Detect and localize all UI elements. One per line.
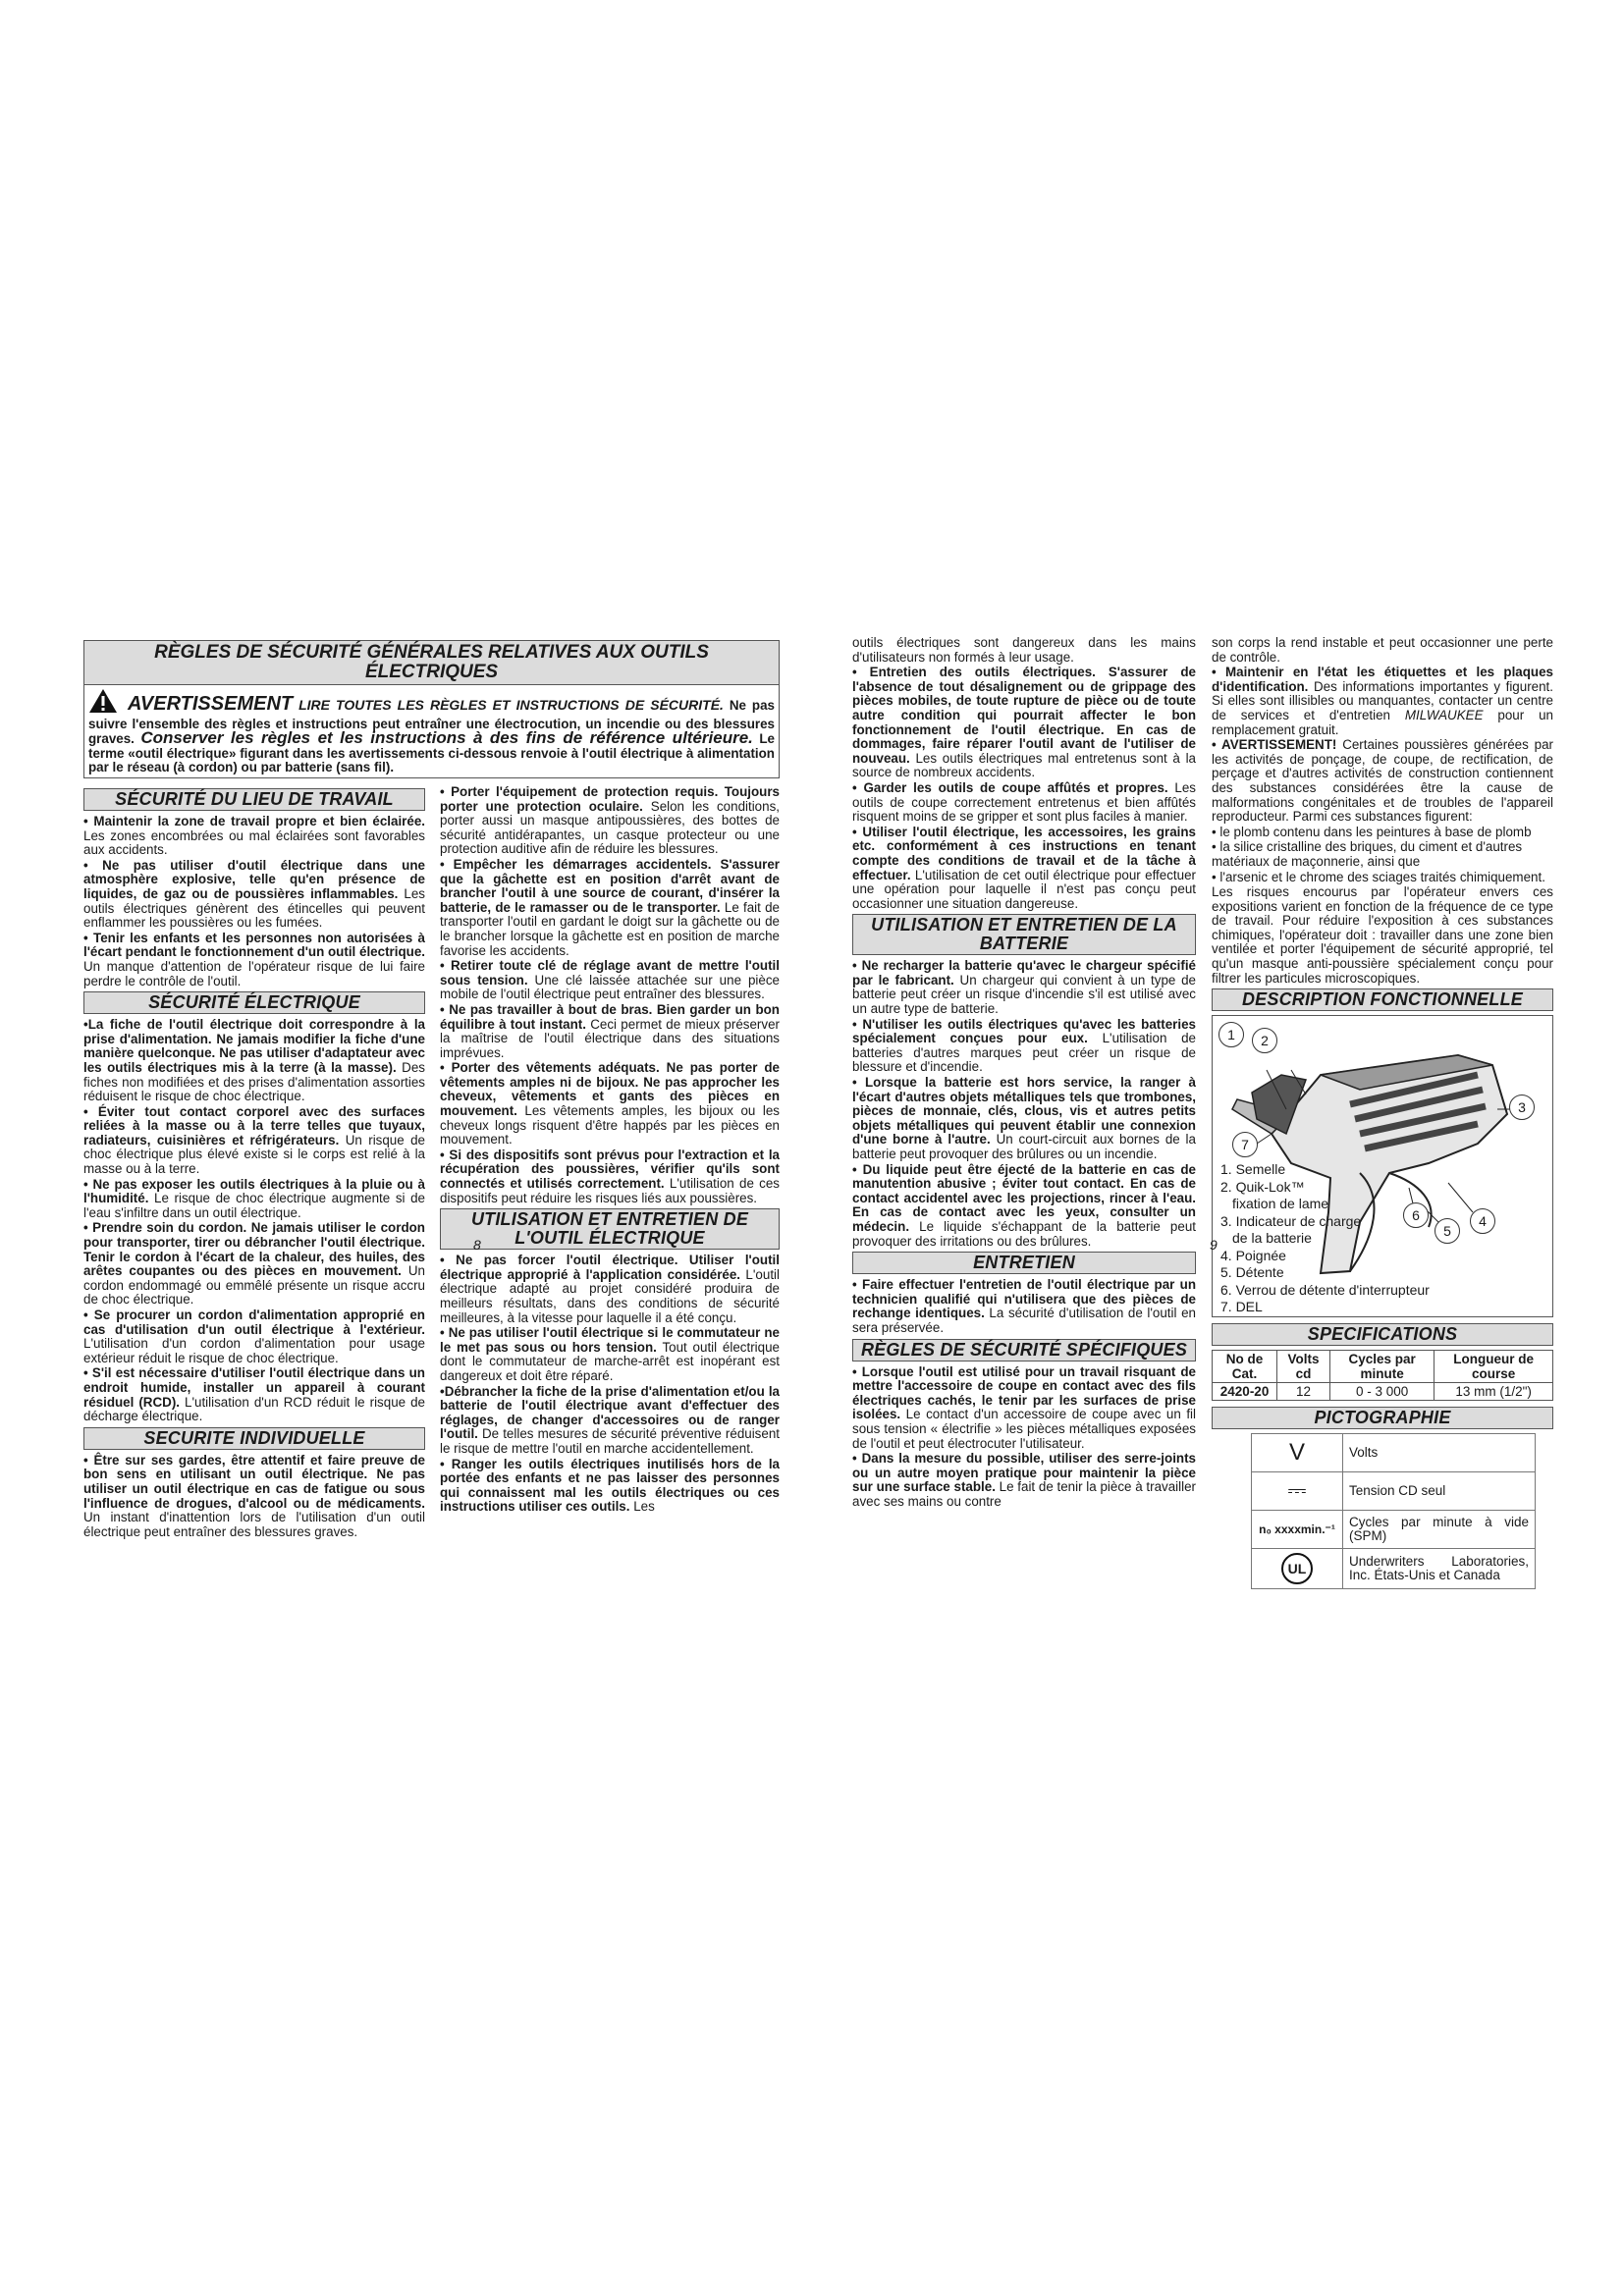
paragraph: • S'il est nécessaire d'utiliser l'outil électrique dans un endroit humide, installer un appareil à courant résiduel (RCD). L'utilisation d'un RCD réduit le risque de décharge électrique. — [83, 1365, 425, 1424]
table-cell: 0 - 3 000 — [1330, 1383, 1435, 1401]
warning-text-3: Le terme «outil électrique» figurant dans les avertissements ci-dessous renvoie à l'outil électrique à alimentation par le réseau (à cordon) ou par batterie (sans fil). — [88, 731, 775, 775]
section-title: SÉCURITÉ DU LIEU DE TRAVAIL — [83, 788, 425, 811]
paragraph: • Lorsque la batterie est hors service, la ranger à l'écart d'autres objets métalliques tels que trombones, pièces de monnaie, clés, clous, vis et autres petits objets métalliques qui peuvent établir une connexion d'une borne à l'autre. Un court-circuit aux bornes de la batterie peut provoquer des brûlures ou un incendie. — [852, 1075, 1196, 1161]
callout-5: 5 — [1435, 1218, 1460, 1244]
paragraph: • Du liquide peut être éjecté de la batterie en cas de manutention abusive ; éviter tout contact. En cas de contact accidentel avec les projections, rincer à l'eau. En cas de contact avec les yeux, consulter un médecin. Le liquide s'échappant de la batterie peut provoquer des irritations ou des brûlures. — [852, 1161, 1196, 1249]
legend-item: 3. Indicateur de charge — [1220, 1212, 1362, 1229]
warning-text-1: Ne pas suivre l'ensemble des règles et instructions peut entraîner une électrocution, un incendie ou des blessures graves. — [88, 698, 775, 747]
callout-3: 3 — [1509, 1095, 1535, 1120]
paragraph: • N'utiliser les outils électriques qu'avec les batteries spécialement conçues pour eux. L'utilisation de batteries d'autres marques peut créer un risque de blessure et d'incendie. — [852, 1016, 1196, 1075]
table-header-row — [1213, 1351, 1553, 1383]
callout-4: 4 — [1470, 1208, 1495, 1234]
legend-item: 5. Détente — [1220, 1264, 1284, 1281]
paragraph: • Se procurer un cordon d'alimentation approprié en cas d'utilisation d'un outil électrique à l'extérieur. L'utilisation d'un cordon d'alimentation pour usage extérieur réduit le risque de choc électrique. — [83, 1308, 425, 1365]
tool-diagram — [1212, 1015, 1553, 1317]
table-cell: 2420-20 — [1213, 1383, 1277, 1401]
paragraph: • Éviter tout contact corporel avec des surfaces reliées à la masse ou à la terre telles que tuyaux, radiateurs, cuisinières et réfrigérateurs. Un risque de choc électrique plus élevé existe si le corps est relié à la masse ou à la terre. — [83, 1103, 425, 1177]
no-load-speed-symbol: n₀ xxxxmin.⁻¹ — [1252, 1511, 1343, 1549]
section-title: SPECIFICATIONS — [1212, 1323, 1553, 1346]
table-row — [1213, 1383, 1553, 1401]
paragraph: • Si des dispositifs sont prévus pour l'extraction et la récupération des poussières, vérifier qu'ils sont connectés et utilisés correctement. L'utilisation de ces dispositifs peut réduire les risques liés aux poussières. — [440, 1147, 780, 1205]
paragraph: son corps la rend instable et peut occasionner une perte de contrôle. — [1212, 635, 1553, 665]
paragraph: • Entretien des outils électriques. S'assurer de l'absence de tout désalignement ou de grippage des pièces mobiles, de toute rupture de pièce ou de toute autre condition qui pourrait affecter le bon fonctionnement de l'outil électrique. En cas de dommages, faire réparer l'outil avant de l'utiliser de nouveau. Les outils électriques mal entretenus sont à la source de nombreux accidents. — [852, 665, 1196, 780]
table-cell: Underwriters Laboratories, Inc. États-Unis et Canada — [1343, 1549, 1536, 1589]
legend-item: 2. Quik-Lok™ — [1220, 1178, 1305, 1195]
paragraph: • Tenir les enfants et les personnes non autorisées à l'écart pendant le fonctionnement d'un outil électrique. Un manque d'attention de l'opérateur risque de lui faire perdre le contrôle de l'outil. — [83, 930, 425, 988]
callout-2: 2 — [1252, 1028, 1277, 1053]
page-number: 9 — [1210, 1237, 1218, 1253]
paragraph: • Maintenir la zone de travail propre et bien éclairée. Les zones encombrées ou mal éclairées sont favorables aux accidents. — [83, 814, 425, 858]
legend-item: de la batterie — [1232, 1230, 1312, 1247]
section-title: DESCRIPTION FONCTIONNELLE — [1212, 988, 1553, 1011]
paragraph: •Débrancher la fiche de la prise d'alimentation et/ou la batterie de l'outil électrique avant d'effectuer des réglages, de changer d'accessoires ou de ranger l'outil. De telles mesures de sécurité préventive réduisent le risque de mettre l'outil en marche accidentellement. — [440, 1383, 780, 1456]
paragraph: • Garder les outils de coupe affûtés et propres. Les outils de coupe correctement entretenus et bien affûtés risquent moins de se gripper et sont plus faciles à manier. — [852, 779, 1196, 825]
paragraph: • Ne pas exposer les outils électriques à la pluie ou à l'humidité. Le risque de choc électrique augmente si de l'eau s'infiltre dans un outil électrique. — [83, 1176, 425, 1220]
table-row — [1252, 1434, 1536, 1472]
legend-item: 7. DEL — [1220, 1299, 1263, 1315]
section-title: ENTRETIEN — [852, 1252, 1196, 1274]
list-item: • l'arsenic et le chrome des sciages traités chimiquement. — [1212, 869, 1545, 884]
callout-1: 1 — [1218, 1022, 1244, 1047]
left-column-2 — [440, 785, 780, 1516]
table-cell: Volts — [1343, 1434, 1536, 1472]
paragraph: • Porter l'équipement de protection requis. Toujours porter une protection oculaire. Selon les conditions, porter aussi un masque antipoussières, des bottes de sécurité antidérapantes, un casque protecteur ou une protection auditive afin de réduire les blessures. — [440, 784, 780, 857]
paragraph: Les risques encourus par l'opérateur envers ces expositions varient en fonction de la fréquence de ce type de travail. Pour réduire l'exposition à ces substances chimiques, l'opérateur doit : travailler dans une zone bien ventilée et porter l'équipement de sécurité approprié, tel qu'un masque anti-poussière spécialement conçu pour filtrer les particules microscopiques. — [1212, 884, 1553, 986]
section-title: UTILISATION ET ENTRETIEN DE L'OUTIL ÉLECTRIQUE — [440, 1208, 780, 1250]
page-number: 8 — [473, 1237, 481, 1253]
ul-logo: UL — [1281, 1553, 1313, 1584]
paragraph: • Empêcher les démarrages accidentels. S'assurer que la gâchette est en position d'arrêt avant de brancher l'outil à une source de courant, d'insérer la batterie, de le ramasser ou de le transporter. Le fait de transporter l'outil en gardant le doigt sur la gâchette ou de le brancher lorsque la gâchette est en position de marche favorise les accidents. — [440, 856, 780, 958]
section-title: SECURITE INDIVIDUELLE — [83, 1427, 425, 1450]
section-title: RÈGLES DE SÉCURITÉ SPÉCIFIQUES — [852, 1339, 1196, 1362]
legend-item: 6. Verrou de détente d'interrupteur — [1220, 1281, 1430, 1298]
table-row — [1252, 1549, 1536, 1589]
paragraph: • AVERTISSEMENT! Certaines poussières générées par les activités de ponçage, de coupe, de rectification, de perçage et d'autres activités de construction contiennent des substances considérées être la cause de malformations congénitales et de troubles de l'appareil reproducteur. Parmi ces substances figurent: — [1212, 737, 1553, 825]
warning-heading-rest: LIRE TOUTES LES RÈGLES ET INSTRUCTIONS DE SÉCURITÉ. — [298, 697, 724, 713]
spec-table — [1212, 1350, 1553, 1401]
warning-triangle-icon — [88, 688, 118, 718]
table-cell: Tension CD seul — [1343, 1472, 1536, 1511]
paragraph: • Ne pas utiliser d'outil électrique dans une atmosphère explosive, telle qu'en présence de liquides, de gaz ou de poussières inflammables. Les outils électriques génèrent des étincelles qui peuvent enflammer les poussières ou les fumées. — [83, 857, 425, 931]
pictograph-table — [1251, 1433, 1536, 1589]
paragraph: • Ne pas utiliser l'outil électrique si le commutateur ne le met pas sous ou hors tension. Tout outil électrique dont le commutateur de marche-arrêt est inopérant est dangereux et doit être réparé. — [440, 1325, 780, 1383]
table-header: Cycles par minute — [1330, 1351, 1435, 1383]
paragraph: • Ne recharger la batterie qu'avec le chargeur spécifié par le fabricant. Un chargeur qui convient à un type de batterie peut créer un risque d'incendie s'il est utilisé avec un autre type de batterie. — [852, 958, 1197, 1017]
paragraph: •La fiche de l'outil électrique doit correspondre à la prise d'alimentation. Ne jamais modifier la fiche d'une manière quelconque. Ne pas utiliser d'adaptateur avec les outils électriques mis à la terre (à la masse). Des fiches non modifiées et des prises d'alimentation assorties réduisent le risque de choc électrique. — [83, 1017, 425, 1104]
paragraph: • Faire effectuer l'entretien de l'outil électrique par un technicien qualifié qui n'utilisera que des pièces de rechange identiques. La sécurité d'utilisation de l'outil en sera préservée. — [852, 1277, 1196, 1335]
paragraph: • Ne pas travailler à bout de bras. Bien garder un bon équilibre à tout instant. Ceci permet de mieux préserver la maîtrise de l'outil électrique dans des situations imprévues. — [440, 1001, 780, 1060]
table-header: Longueur de course — [1435, 1351, 1553, 1383]
table-header: No de Cat. — [1213, 1351, 1277, 1383]
legend-item: 1. Semelle — [1220, 1161, 1286, 1178]
paragraph: • Ne pas forcer l'outil électrique. Utiliser l'outil électrique approprié à l'application considérée. L'outil électrique adapté au projet considéré produira de meilleurs résultats, dans des conditions de sécurité meilleures, à la vitesse pour laquelle il a été conçu. — [440, 1253, 780, 1325]
table-cell: Cycles par minute à vide (SPM) — [1343, 1511, 1536, 1549]
left-header-block — [83, 640, 780, 778]
callout-6: 6 — [1403, 1202, 1429, 1228]
warning-box — [83, 685, 780, 778]
table-row — [1252, 1472, 1536, 1511]
legend-item: fixation de lame — [1232, 1196, 1329, 1212]
left-column-1 — [83, 785, 425, 1540]
right-column-1 — [852, 636, 1196, 1510]
paragraph: • Utiliser l'outil électrique, les accessoires, les grains etc. conformément à ces instructions en tenant compte des conditions de travail et de la tâche à effectuer. L'utilisation de cet outil électrique pour effectuer une opération pour laquelle il n'est pas conçu peut occasionner une situation dangereuse. — [852, 824, 1196, 911]
legend-item: 4. Poignée — [1220, 1247, 1286, 1263]
table-cell: 13 mm (1/2") — [1435, 1383, 1553, 1401]
paragraph: outils électriques sont dangereux dans les mains d'utilisateurs non formés à leur usage. — [852, 635, 1196, 665]
paragraph: • Prendre soin du cordon. Ne jamais utiliser le cordon pour transporter, tirer ou débrancher l'outil électrique. Tenir le cordon à l'écart de la chaleur, des huiles, des arêtes coupantes ou des pièces en mouvement. Un cordon endommagé ou emmêlé présente un risque accru de choc électrique. — [83, 1220, 425, 1308]
table-row — [1252, 1511, 1536, 1549]
dc-symbol: ⎓ — [1252, 1472, 1343, 1511]
table-header: Volts cd — [1277, 1351, 1330, 1383]
table-cell: 12 — [1277, 1383, 1330, 1401]
warning-heading: AVERTISSEMENT — [127, 693, 294, 715]
volts-symbol: V — [1252, 1434, 1343, 1472]
page-title: RÈGLES DE SÉCURITÉ GÉNÉRALES RELATIVES AUX OUTILS ÉLECTRIQUES — [83, 640, 780, 685]
section-title: UTILISATION ET ENTRETIEN DE LA BATTERIE — [852, 914, 1196, 955]
callout-7: 7 — [1232, 1132, 1258, 1157]
list-item: • le plomb contenu dans les peintures à base de plomb — [1212, 824, 1532, 839]
paragraph: • Porter des vêtements adéquats. Ne pas porter de vêtements amples ni de bijoux. Ne pas approcher les cheveux, vêtements et gants des pièces en mouvement. Les vêtements amples, les bijoux ou les cheveux longs risquent d'être happés par les pièces en mouvement. — [440, 1060, 780, 1148]
list-item: • la silice cristalline des briques, du ciment et d'autres matériaux de maçonnerie, ainsi que — [1212, 839, 1523, 869]
ul-certification-icon — [1252, 1549, 1343, 1589]
right-column-2 — [1212, 636, 1553, 1589]
paragraph: • Lorsque l'outil est utilisé pour un travail risquant de mettre l'accessoire de coupe en contact avec des fils électriques cachés, le tenir par les surfaces de prise isolées. Le contact d'un accessoire de coupe avec un fil sous tension « électrifie » les pièces métalliques exposées de l'outil et peut électrocuter l'utilisateur. — [852, 1363, 1196, 1451]
paragraph: • Maintenir en l'état les étiquettes et les plaques d'identification. Des informations importantes y figurent. Si elles sont illisibles ou manquantes, contacter un centre de services et d'entretien MILWAUKEE pour un remplacement gratuit. — [1212, 665, 1554, 737]
paragraph: • Retirer toute clé de réglage avant de mettre l'outil sous tension. Une clé laissée attachée sur une pièce mobile de l'outil électrique peut entraîner des blessures. — [440, 958, 780, 1002]
paragraph: • Dans la mesure du possible, utiliser des serre-joints ou un autre moyen pratique pour maintenir la pièce sur une surface stable. Le fait de tenir la pièce à travailler avec ses mains ou contre — [852, 1451, 1196, 1509]
warning-text-2: Conserver les règles et les instructions à des fins de référence ultérieure. — [140, 728, 753, 748]
diagram-legend — [1220, 1161, 1430, 1316]
section-title: PICTOGRAPHIE — [1212, 1407, 1553, 1429]
section-title: SÉCURITÉ ÉLECTRIQUE — [83, 991, 425, 1014]
paragraph: • Ranger les outils électriques inutilisés hors de la portée des enfants et ne pas laisser des personnes qui connaissent mal les outils électriques ou ces instructions utiliser ces outils. Les — [440, 1456, 780, 1515]
paragraph: • Être sur ses gardes, être attentif et faire preuve de bon sens en utilisant un outil électrique. Ne pas utiliser un outil électrique en cas de fatigue ou sous l'influence de drogues, d'alcool ou de médicaments. Un instant d'inattention lors de l'utilisation d'un outil électrique peut entraîner des blessures graves. — [83, 1452, 425, 1539]
